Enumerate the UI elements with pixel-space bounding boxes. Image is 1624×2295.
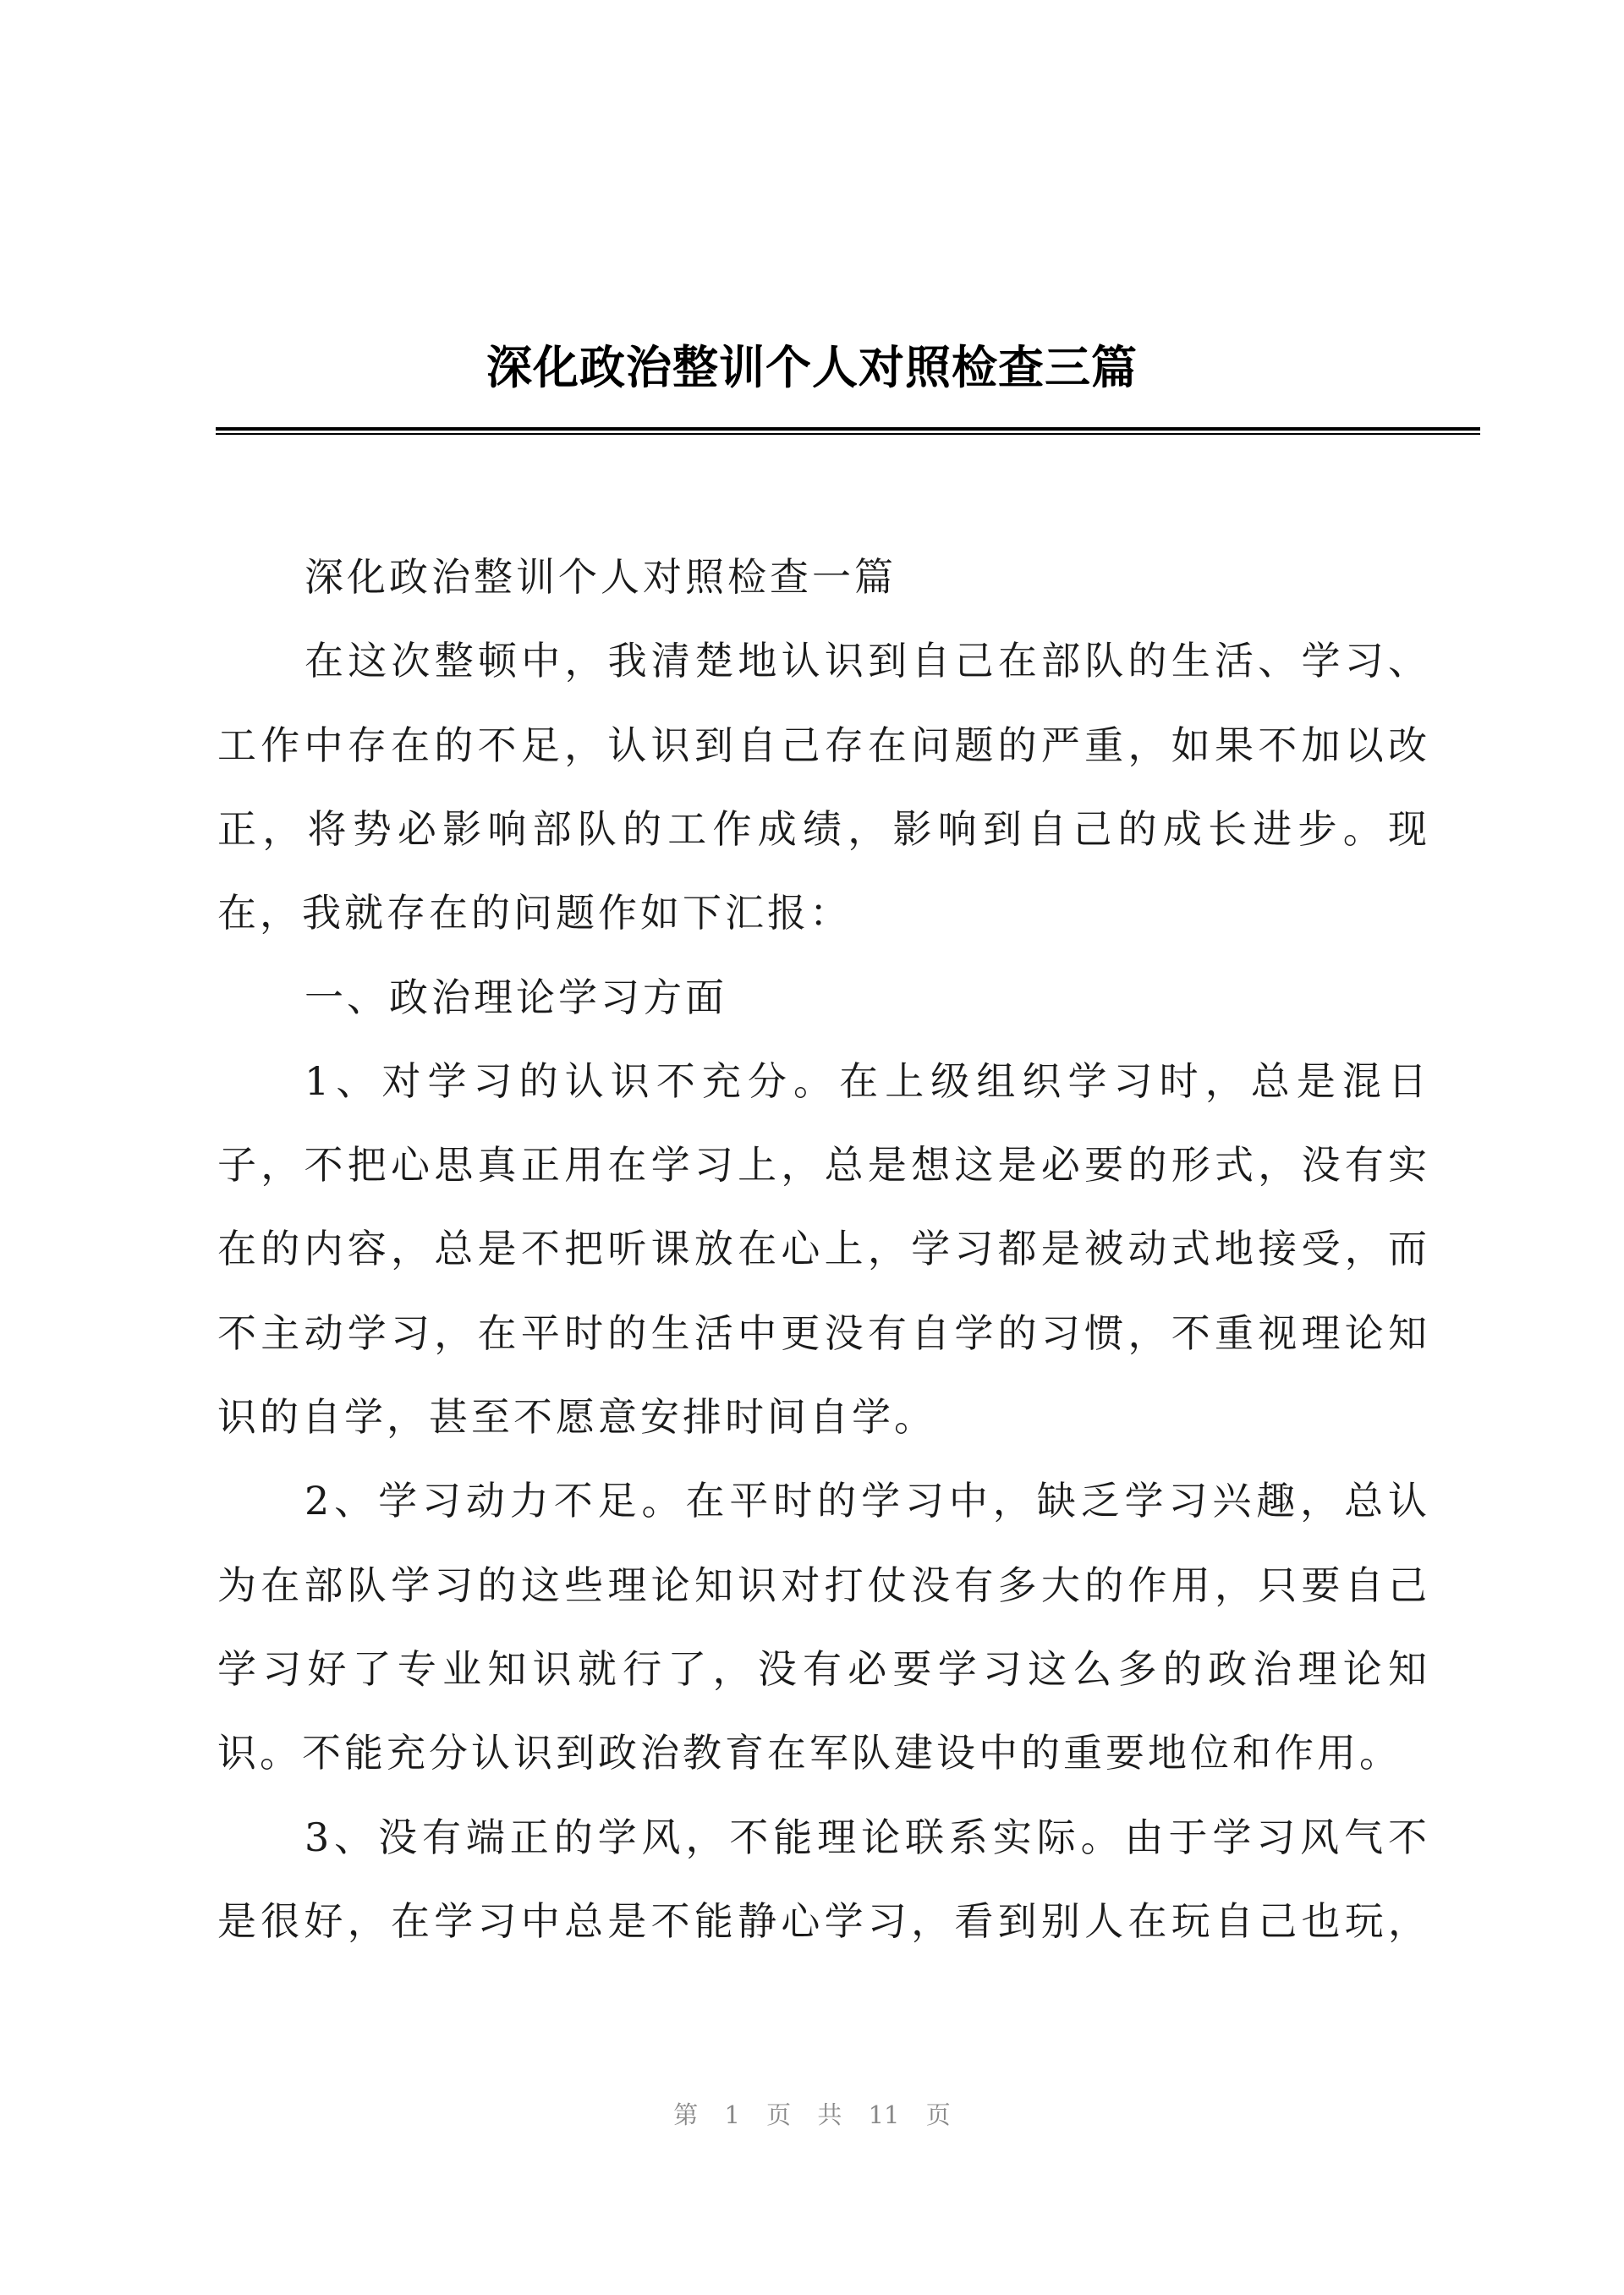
paragraph-line: 识的自学，甚至不愿意安排时间自学。 xyxy=(217,1394,936,1440)
title-divider xyxy=(216,427,1480,431)
paragraph-line: 在，我就存在的问题作如下汇报： xyxy=(217,890,852,936)
page-footer: 第 1 页 共 11 页 xyxy=(673,2100,951,2129)
paragraph-line: 正，将势必影响部队的工作成绩，影响到自己的成长进步。现 xyxy=(217,805,1427,852)
paragraph-line: 1、对学习的认识不充分。在上级组织学习时，总是混日 xyxy=(304,1057,1427,1104)
paragraph-line: 是很好，在学习中总是不能静心学习，看到别人在玩自己也玩， xyxy=(217,1897,1427,1944)
paragraph-line: 子，不把心思真正用在学习上，总是想这是必要的形式，没有实 xyxy=(217,1142,1427,1189)
paragraph-line: 在这次整顿中，我清楚地认识到自己在部队的生活、学习、 xyxy=(304,638,1427,684)
paragraph-line: 工作中存在的不足，认识到自己存在问题的严重，如果不加以改 xyxy=(217,722,1427,768)
paragraph-line: 学习好了专业知识就行了，没有必要学习这么多的政治理论知 xyxy=(217,1645,1427,1692)
paragraph-line: 深化政治整训个人对照检查一篇 xyxy=(304,554,897,600)
title-divider-thin xyxy=(216,433,1480,435)
paragraph-line: 3、没有端正的学风，不能理论联系实际。由于学习风气不 xyxy=(304,1814,1427,1860)
paragraph-line: 为在部队学习的这些理论知识对打仗没有多大的作用，只要自己 xyxy=(217,1562,1427,1608)
document-title: 深化政治整训个人对照检查三篇 xyxy=(486,340,1138,394)
paragraph-line: 在的内容，总是不把听课放在心上，学习都是被动式地接受，而 xyxy=(217,1226,1427,1272)
paragraph-line: 2、学习动力不足。在平时的学习中，缺乏学习兴趣，总认 xyxy=(304,1478,1427,1524)
paragraph-line: 一、政治理论学习方面 xyxy=(304,974,727,1020)
paragraph-line: 不主动学习，在平时的生活中更没有自学的习惯，不重视理论知 xyxy=(217,1309,1427,1356)
paragraph-line: 识。不能充分认识到政治教育在军队建设中的重要地位和作用。 xyxy=(217,1730,1402,1776)
